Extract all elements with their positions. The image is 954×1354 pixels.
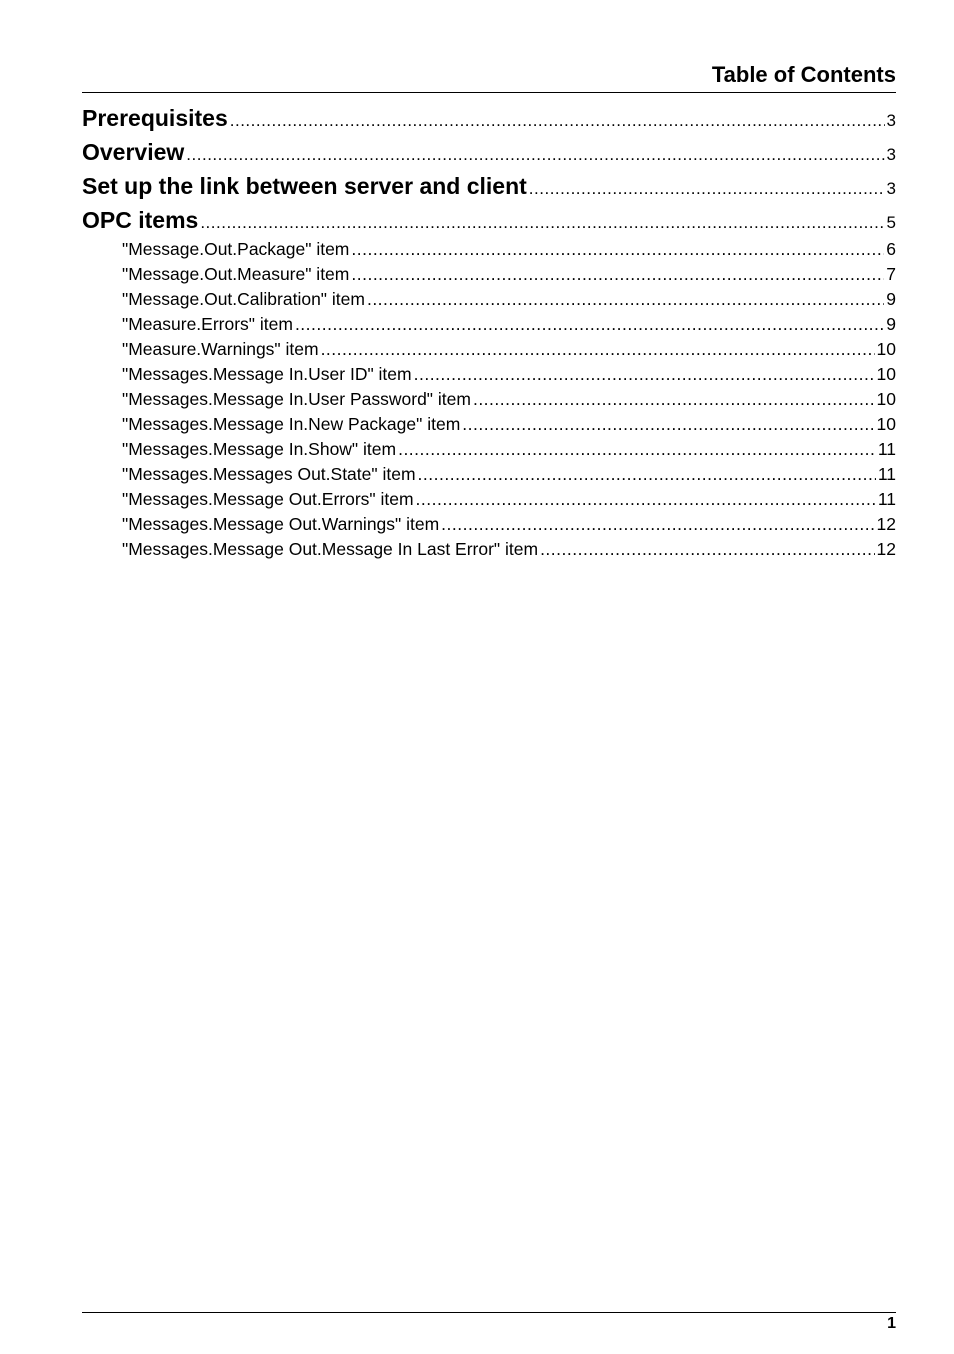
toc-entry-page: 10 [876,389,896,409]
dot-leader [529,172,885,206]
toc-entry-label: "Messages.Message Out.Errors" item [122,489,414,509]
toc-subentry[interactable] [82,237,896,262]
toc-entry-page: 3 [886,111,896,130]
toc-entry-opc-items[interactable] [82,203,896,237]
toc-entry-page: 12 [876,514,896,534]
dot-leader [473,387,875,412]
toc-entry-page: 12 [876,539,896,559]
toc-subentry[interactable] [82,512,896,537]
dot-leader [200,206,884,240]
toc-entry-page: 10 [876,364,896,384]
toc-subentry[interactable] [82,312,896,337]
toc-entry-page: 7 [886,264,896,284]
toc-subentry[interactable] [82,537,896,562]
dot-leader [230,104,885,138]
toc-subentry[interactable] [82,262,896,287]
table-of-contents [82,101,896,562]
dot-leader [462,412,874,437]
toc-entry-prerequisites[interactable] [82,101,896,135]
toc-subentry[interactable] [82,487,896,512]
toc-subentry[interactable] [82,337,896,362]
toc-entry-label: "Messages.Message In.Show" item [122,439,397,459]
toc-entry-page: 5 [886,213,896,232]
toc-entry-label: Overview [82,139,185,165]
toc-entry-page: 3 [886,179,896,198]
dot-leader [186,138,884,172]
toc-entry-label: Prerequisites [82,105,228,131]
toc-subentry[interactable] [82,387,896,412]
toc-entry-label: "Messages.Message Out.Warnings" item [122,514,440,534]
toc-entry-page: 10 [876,339,896,359]
toc-entry-page: 11 [877,464,896,484]
dot-leader [367,287,884,312]
dot-leader [418,462,876,487]
toc-entry-label: Set up the link between server and client [82,173,527,199]
dot-leader [441,512,874,537]
toc-entry-page: 6 [886,239,896,259]
toc-entry-label: "Messages.Messages Out.State" item [122,464,416,484]
toc-entry-page: 3 [886,145,896,164]
dot-leader [540,537,874,562]
toc-subentry[interactable] [82,462,896,487]
toc-subentry[interactable] [82,362,896,387]
toc-entry-label: "Message.Out.Calibration" item [122,289,365,309]
toc-entry-label: "Message.Out.Measure" item [122,264,350,284]
page-header [82,58,896,93]
toc-entry-page: 11 [877,439,896,459]
dot-leader [295,312,884,337]
toc-entry-overview[interactable] [82,135,896,169]
dot-leader [414,362,875,387]
dot-leader [351,237,884,262]
dot-leader [351,262,884,287]
page-footer [82,1312,896,1335]
toc-subentry[interactable] [82,287,896,312]
toc-subentry[interactable] [82,437,896,462]
dot-leader [321,337,875,362]
toc-entry-page: 9 [886,289,896,309]
page-number: 1 [887,1315,896,1332]
toc-entry-set-up-link[interactable] [82,169,896,203]
toc-entry-label: "Messages.Message In.User Password" item [122,389,471,409]
toc-entry-label: "Messages.Message In.New Package" item [122,414,461,434]
toc-subentry[interactable] [82,412,896,437]
page-title: Table of Contents [711,62,896,87]
toc-entry-label: "Messages.Message In.User ID" item [122,364,412,384]
toc-entry-label: OPC items [82,207,199,233]
toc-entry-page: 11 [877,489,896,509]
toc-entry-label: "Measure.Warnings" item [122,339,319,359]
toc-entry-page: 10 [876,414,896,434]
dot-leader [398,437,876,462]
toc-entry-label: "Measure.Errors" item [122,314,293,334]
toc-entry-label: "Messages.Message Out.Message In Last Error" item [122,539,539,559]
dot-leader [416,487,876,512]
toc-entry-label: "Message.Out.Package" item [122,239,350,259]
toc-entry-page: 9 [886,314,896,334]
